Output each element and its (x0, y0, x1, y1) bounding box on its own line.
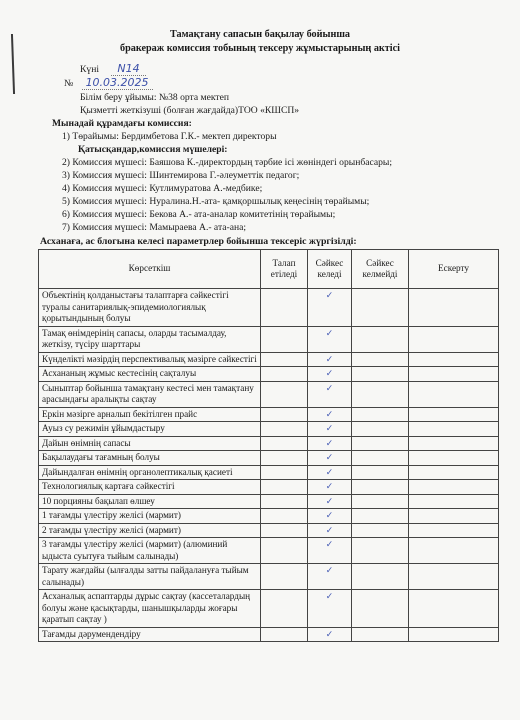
row-note-cell (409, 352, 499, 367)
document-title-line1: Тамақтану сапасын бақылау бойынша (169, 29, 351, 40)
row-compliant-check: ✓ (308, 289, 352, 327)
row-required-cell (261, 352, 308, 367)
table-row (39, 381, 499, 407)
table-row (39, 538, 499, 564)
row-required-cell (261, 289, 308, 327)
table-row (39, 509, 499, 524)
row-indicator-label: Ауыз су режимін ұйымдастыру (39, 422, 261, 437)
row-compliant-check: ✓ (308, 465, 352, 480)
number-label: № (64, 78, 74, 89)
row-indicator-label: Күнделікті мәзірдің перспективалық мәзірге сәйкестігі (39, 352, 261, 367)
date-row (80, 62, 146, 76)
row-note-cell (409, 422, 499, 437)
row-required-cell (261, 465, 308, 480)
row-note-cell (409, 509, 499, 524)
column-header-noncompliant: Сәйкес келмейді (352, 250, 409, 289)
row-compliant-check: ✓ (308, 436, 352, 451)
date-label: Күні (80, 64, 99, 75)
row-note-cell (409, 590, 499, 628)
row-noncompliant-cell (352, 352, 409, 367)
row-note-cell (409, 289, 499, 327)
row-required-cell (261, 451, 308, 466)
row-required-cell (261, 523, 308, 538)
row-indicator-label: Объектінің қолданыстағы талаптарға сәйкестігі туралы санитариялық-эпидемиологиялық қорытындының болуы (39, 289, 261, 327)
row-indicator-label: 1 тағамды үлестіру желісі (мармит) (39, 509, 261, 524)
table-row (39, 465, 499, 480)
row-required-cell (261, 480, 308, 495)
row-note-cell (409, 381, 499, 407)
row-required-cell (261, 407, 308, 422)
row-note-cell (409, 523, 499, 538)
row-compliant-check: ✓ (308, 564, 352, 590)
row-indicator-label: 2 тағамды үлестіру желісі (мармит) (39, 523, 261, 538)
member-line: 7) Комиссия мүшесі: Мамыраева А.- ата-ана; (62, 222, 247, 233)
row-compliant-check: ✓ (308, 326, 352, 352)
column-header-indicator: Көрсеткіш (39, 250, 261, 289)
row-compliant-check: ✓ (308, 509, 352, 524)
row-note-cell (409, 480, 499, 495)
row-compliant-check: ✓ (308, 352, 352, 367)
column-header-note: Ескерту (409, 250, 499, 289)
member-line: 2) Комиссия мүшесі: Баяшова К.-директордың тәрбие ісі жөніндегі орынбасары; (62, 157, 393, 168)
commission-chair: 1) Төрайымы: Бердимбетова Г.К.- мектеп директоры (62, 131, 277, 142)
column-header-required: Талап етіледі (261, 250, 308, 289)
row-required-cell (261, 590, 308, 628)
table-row (39, 627, 499, 642)
row-indicator-label: 10 порцияны бақылап өлшеу (39, 494, 261, 509)
row-compliant-check: ✓ (308, 422, 352, 437)
row-noncompliant-cell (352, 538, 409, 564)
table-row (39, 289, 499, 327)
row-compliant-check: ✓ (308, 407, 352, 422)
inspection-table (38, 249, 499, 642)
row-compliant-check: ✓ (308, 451, 352, 466)
row-compliant-check: ✓ (308, 538, 352, 564)
row-required-cell (261, 627, 308, 642)
row-noncompliant-cell (352, 523, 409, 538)
row-compliant-check: ✓ (308, 523, 352, 538)
row-indicator-label: 3 тағамды үлестіру желісі (мармит) (алюминий ыдыста суытуға тыйым салынады) (39, 538, 261, 564)
row-note-cell (409, 564, 499, 590)
table-row (39, 451, 499, 466)
table-row (39, 326, 499, 352)
row-compliant-check: ✓ (308, 367, 352, 382)
row-indicator-label: Асхананың жұмыс кестесінің сақталуы (39, 367, 261, 382)
row-indicator-label: Асханалық аспаптарды дұрыс сақтау (кассеталардың болуы және қасықтарды, шанышқыларды жоғары қаратып сақтау ) (39, 590, 261, 628)
member-line: 6) Комиссия мүшесі: Бекова А.- ата-аналар комитетінің төрайымы; (62, 209, 336, 220)
row-noncompliant-cell (352, 509, 409, 524)
school-line: Білім беру ұйымы: №38 орта мектеп (80, 92, 229, 103)
row-noncompliant-cell (352, 564, 409, 590)
row-required-cell (261, 494, 308, 509)
row-note-cell (409, 367, 499, 382)
row-indicator-label: Тамақ өнімдерінің сапасы, оларды тасымалдау, жеткізу, түсіру шарттары (39, 326, 261, 352)
table-row (39, 407, 499, 422)
table-row (39, 494, 499, 509)
row-indicator-label: Дайын өнімнің сапасы (39, 436, 261, 451)
row-compliant-check: ✓ (308, 494, 352, 509)
row-noncompliant-cell (352, 367, 409, 382)
row-note-cell (409, 407, 499, 422)
row-note-cell (409, 451, 499, 466)
row-indicator-label: Тағамды дәрумендендіру (39, 627, 261, 642)
table-row (39, 436, 499, 451)
row-required-cell (261, 367, 308, 382)
table-row (39, 422, 499, 437)
row-noncompliant-cell (352, 289, 409, 327)
table-row (39, 352, 499, 367)
row-required-cell (261, 509, 308, 524)
row-noncompliant-cell (352, 494, 409, 509)
column-header-compliant: Сәйкес келеді (308, 250, 352, 289)
row-noncompliant-cell (352, 465, 409, 480)
row-compliant-check: ✓ (308, 590, 352, 628)
row-note-cell (409, 627, 499, 642)
section-heading: Асханаға, ас блогына келесі параметрлер бойынша тексеріс жүргізілді: (40, 236, 357, 247)
provider-line: Қызметті жеткізуші (болған жағдайда)ТОО «КШСП» (80, 105, 300, 116)
row-indicator-label: Тарату жағдайы (ылғалды затты пайдалануға тыйым салынады) (39, 564, 261, 590)
table-row (39, 523, 499, 538)
member-line: 4) Комиссия мүшесі: Кутлимуратова А.-медбике; (62, 183, 263, 194)
row-noncompliant-cell (352, 436, 409, 451)
row-note-cell (409, 465, 499, 480)
row-required-cell (261, 436, 308, 451)
row-indicator-label: Бақылаудағы тағамның болуы (39, 451, 261, 466)
row-required-cell (261, 564, 308, 590)
row-noncompliant-cell (352, 422, 409, 437)
row-indicator-label: Сыныптар бойынша тамақтану кестесі мен тамақтану арасындағы аралықты сақтау (39, 381, 261, 407)
member-line: 3) Комиссия мүшесі: Шинтемирова Г.-әлеуметтік педагог; (62, 170, 300, 181)
table-row (39, 480, 499, 495)
row-note-cell (409, 326, 499, 352)
commission-heading: Мынадай құрамдағы комиссия: (52, 118, 192, 129)
row-noncompliant-cell (352, 326, 409, 352)
row-noncompliant-cell (352, 627, 409, 642)
row-noncompliant-cell (352, 407, 409, 422)
row-required-cell (261, 326, 308, 352)
row-required-cell (261, 538, 308, 564)
row-noncompliant-cell (352, 451, 409, 466)
number-row (64, 76, 153, 90)
document-title-line2: бракераж комиссия тобының тексеру жұмыстарының актісі (120, 43, 400, 54)
table-header-row (39, 250, 499, 289)
row-note-cell (409, 436, 499, 451)
table-row (39, 564, 499, 590)
table-row (39, 590, 499, 628)
row-noncompliant-cell (352, 381, 409, 407)
row-noncompliant-cell (352, 590, 409, 628)
number-value: 10.03.2025 (82, 76, 153, 90)
row-indicator-label: Технологиялық картаға сәйкестігі (39, 480, 261, 495)
row-compliant-check: ✓ (308, 381, 352, 407)
table-row (39, 367, 499, 382)
row-noncompliant-cell (352, 480, 409, 495)
member-line: 5) Комиссия мүшесі: Нуралина.Н.-ата- қамқоршылық кеңесінің төрайымы; (62, 196, 370, 207)
row-required-cell (261, 381, 308, 407)
date-value: N14 (111, 62, 145, 76)
row-note-cell (409, 538, 499, 564)
row-required-cell (261, 422, 308, 437)
row-indicator-label: Еркін мәзірге арналып бекітілген прайс (39, 407, 261, 422)
row-note-cell (409, 494, 499, 509)
row-compliant-check: ✓ (308, 480, 352, 495)
row-compliant-check: ✓ (308, 627, 352, 642)
participants-heading: Қатысқандар,комиссия мүшелері: (78, 144, 228, 155)
row-indicator-label: Дайындалған өнімнің органолептикалық қасиеті (39, 465, 261, 480)
